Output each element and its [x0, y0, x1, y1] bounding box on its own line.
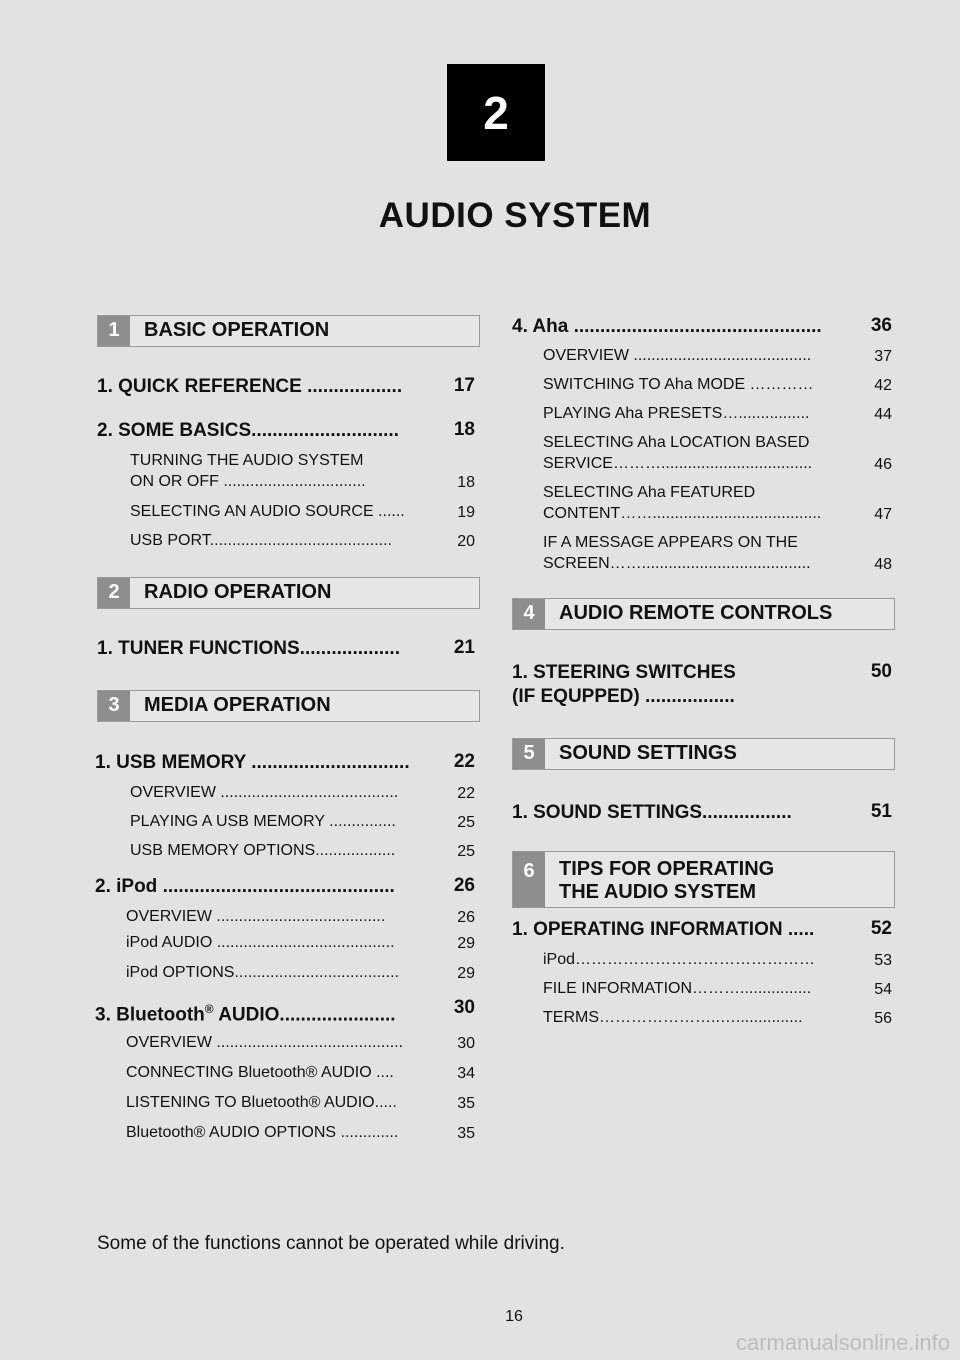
toc-entry-aha-message[interactable]: IF A MESSAGE APPEARS ON THE SCREEN……...................................... 48: [543, 534, 892, 573]
toc-entry-tips-file-information[interactable]: FILE INFORMATION………................ 54: [543, 980, 892, 998]
page-ref: 25: [457, 814, 475, 831]
section-header-media-operation: [97, 690, 480, 722]
section-number: 4: [513, 599, 545, 629]
toc-entry-tips-ipod[interactable]: iPod……………………………………… 53: [543, 951, 892, 969]
page-ref: 37: [874, 348, 892, 365]
toc-entry-ipod-overview[interactable]: OVERVIEW ...................................... 26: [126, 908, 475, 926]
toc-entry-tuner-functions[interactable]: 1. TUNER FUNCTIONS................... 21: [97, 637, 475, 659]
page-ref: 30: [457, 1035, 475, 1052]
section-number: 6: [513, 852, 545, 907]
page-ref: 18: [453, 419, 475, 440]
page-number: 16: [505, 1308, 523, 1325]
section-label: SOUND SETTINGS: [559, 742, 737, 764]
toc-entry-usb-port[interactable]: USB PORT......................................... 20: [130, 532, 475, 550]
page-ref: 35: [457, 1095, 475, 1112]
page-ref: 51: [870, 801, 892, 822]
section-number: 1: [98, 316, 130, 346]
page-ref: 26: [453, 875, 475, 896]
page-ref: 54: [874, 981, 892, 998]
section-header-basic-operation: [97, 315, 480, 347]
section-header-sound-settings: [512, 738, 895, 770]
page-ref: 56: [874, 1010, 892, 1027]
page-ref: 19: [457, 504, 475, 521]
page-ref: 20: [457, 533, 475, 550]
toc-entry-tips-terms[interactable]: TERMS…………………..…............... 56: [543, 1009, 892, 1027]
section-label: AUDIO REMOTE CONTROLS: [559, 602, 833, 624]
page-ref: 36: [870, 315, 892, 336]
toc-entry-ipod[interactable]: 2. iPod ............................................ 26: [95, 875, 475, 897]
toc-entry-usb-playing[interactable]: PLAYING A USB MEMORY ............... 25: [130, 813, 475, 831]
page-ref: 35: [457, 1125, 475, 1142]
page-ref: 44: [874, 406, 892, 423]
page-ref: 18: [457, 474, 475, 491]
page-ref: 29: [457, 965, 475, 982]
section-header-radio-operation: [97, 577, 480, 609]
section-label: MEDIA OPERATION: [144, 694, 331, 716]
chapter-number: 2: [483, 86, 509, 139]
toc-entry-ipod-options[interactable]: iPod OPTIONS..................................... 29: [126, 964, 475, 982]
chapter-title: AUDIO SYSTEM: [378, 196, 652, 235]
page-ref: 46: [874, 456, 892, 473]
toc-entry-usb-overview[interactable]: OVERVIEW ........................................ 22: [130, 784, 475, 802]
toc-entry-quick-reference[interactable]: 1. QUICK REFERENCE .................. 17: [97, 375, 475, 397]
page-ref: 22: [453, 751, 475, 772]
toc-entry-turning-on-off[interactable]: TURNING THE AUDIO SYSTEM ON OR OFF ................................ 18: [130, 452, 475, 491]
toc-entry-operating-information[interactable]: 1. OPERATING INFORMATION ..... 52: [512, 918, 892, 940]
toc-entry-aha-presets[interactable]: PLAYING Aha PRESETS…................ 44: [543, 405, 892, 423]
page-ref: 47: [874, 506, 892, 523]
toc-entry-bluetooth-audio[interactable]: 3. Bluetooth® AUDIO...................... 30: [95, 997, 475, 1026]
toc-entry-ipod-audio[interactable]: iPod AUDIO ........................................ 29: [126, 934, 475, 952]
toc-entry-aha-featured[interactable]: SELECTING Aha FEATURED CONTENT……...................................... 47: [543, 484, 892, 523]
page-ref: 42: [874, 377, 892, 394]
toc-entry-bt-listening[interactable]: LISTENING TO Bluetooth® AUDIO..... 35: [126, 1094, 475, 1112]
section-number: 2: [98, 578, 130, 608]
toc-entry-bt-connecting[interactable]: CONNECTING Bluetooth® AUDIO .... 34: [126, 1064, 475, 1082]
page-ref: 50: [870, 661, 892, 682]
toc-entry-aha-location[interactable]: SELECTING Aha LOCATION BASED SERVICE……….................................. 46: [543, 434, 892, 473]
page-ref: 48: [874, 556, 892, 573]
page-ref: 29: [457, 935, 475, 952]
page-ref: 22: [457, 785, 475, 802]
toc-entry-aha-overview[interactable]: OVERVIEW ........................................ 37: [543, 347, 892, 365]
section-number: 3: [98, 691, 130, 721]
page-ref: 53: [874, 952, 892, 969]
section-header-audio-remote-controls: [512, 598, 895, 630]
toc-entry-bt-options[interactable]: Bluetooth® AUDIO OPTIONS ............. 35: [126, 1124, 475, 1142]
toc-entry-bt-overview[interactable]: OVERVIEW .......................................... 30: [126, 1034, 475, 1052]
page-ref: 25: [457, 843, 475, 860]
section-label: RADIO OPERATION: [144, 581, 332, 603]
toc-entry-usb-memory[interactable]: 1. USB MEMORY .............................. 22: [95, 751, 475, 773]
toc-entry-steering-switches[interactable]: 1. STEERING SWITCHES (IF EQUPPED) ................. 50: [512, 661, 892, 707]
toc-entry-usb-options[interactable]: USB MEMORY OPTIONS.................. 25: [130, 842, 475, 860]
chapter-number-box: [447, 64, 545, 161]
section-label: TIPS FOR OPERATING THE AUDIO SYSTEM: [559, 858, 775, 903]
page-ref: 21: [453, 637, 475, 658]
toc-entry-aha[interactable]: 4. Aha ............................................... 36: [512, 315, 892, 337]
toc-entry-some-basics[interactable]: 2. SOME BASICS............................ 18: [97, 419, 475, 441]
toc-entry-aha-switching[interactable]: SWITCHING TO Aha MODE ………… 42: [543, 376, 892, 394]
page-ref: 52: [870, 918, 892, 939]
page-ref: 17: [453, 375, 475, 396]
toc-entry-sound-settings[interactable]: 1. SOUND SETTINGS................. 51: [512, 801, 892, 823]
page-ref: 26: [457, 909, 475, 926]
section-header-tips: [512, 851, 895, 908]
page-ref: 30: [453, 997, 475, 1018]
watermark: carmanualsonline.info: [735, 1330, 950, 1355]
page-ref: 34: [457, 1065, 475, 1082]
section-label: BASIC OPERATION: [144, 319, 330, 341]
section-number: 5: [513, 739, 545, 769]
toc-entry-selecting-source[interactable]: SELECTING AN AUDIO SOURCE ...... 19: [130, 503, 475, 521]
driving-note: Some of the functions cannot be operated while driving.: [97, 1233, 565, 1254]
